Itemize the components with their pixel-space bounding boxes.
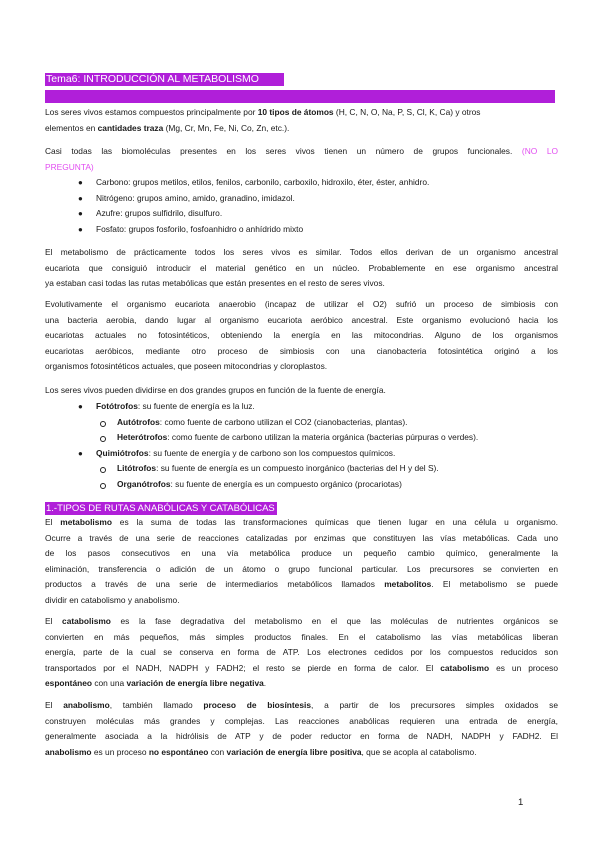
term-desc: : como fuente de carbono utilizan la materia orgánica (bacterias púrpuras o verdes). [167, 432, 479, 442]
bullet: ● [78, 402, 83, 411]
paragraph-line: El metabolismo de prácticamente todos los seres vivos es similar. Todos ellos derivan de un organismo ancestral [45, 247, 558, 257]
paragraph-text: , a partir de los precursores simples oxidados se [311, 700, 558, 710]
paragraph-text: . [263, 678, 267, 689]
paragraph-line: ya estaban casi todas las rutas metabólicas que están presentes en el resto de seres vivos. [45, 278, 385, 289]
list-item-fototrofos [96, 399, 255, 415]
metabolism-paragraph [45, 245, 558, 292]
term: Litótrofos [117, 463, 157, 473]
paragraph-line: dividir en catabolismo y anabolismo. [45, 594, 180, 605]
paragraph-line: energía, parte de la cual se conserva en forma de ATP. Los electrones cedidos por los compuestos reducidos son [45, 647, 558, 658]
bold-term: catabolismo [62, 616, 111, 626]
term-desc: : su fuente de energía es un compuesto inorgánico (bacterias del H y del S). [156, 463, 439, 473]
intro-text: (H, C, N, O, Na, P, S, Cl, K, Ca) y otros [333, 107, 481, 117]
note-text: PREGUNTA) [45, 161, 94, 172]
bold-term: metabolitos [384, 579, 432, 590]
term-desc: : su fuente de energía es un compuesto orgánico (procariotas) [170, 479, 402, 489]
bullet: ● [78, 209, 83, 218]
list-item: Fosfato: grupos fosforilo, fosfoanhidro o anhídrido mixto [96, 224, 304, 234]
intro-paragraph [45, 105, 558, 136]
paragraph-line: construyen moléculas más grandes y complejas. Las reacciones anabólicas requieren una entrada de energía, [45, 715, 558, 726]
functional-groups-paragraph [45, 144, 558, 175]
bullet: ● [78, 225, 83, 234]
anabolism-paragraph [45, 698, 558, 760]
bold-term: espontáneo [45, 678, 92, 689]
term: Fotótrofos [96, 401, 138, 411]
term-desc: : como fuente de carbono utilizan el CO2 (cianobacterias, plantas). [159, 417, 408, 427]
sub-bullet [100, 436, 106, 442]
paragraph-line: Evolutivamente el organismo eucariota anaerobio (incapaz de utilizar el O2) sufrió un proceso de simbiosis con [45, 299, 558, 309]
note-text: (NO LO [521, 146, 558, 156]
paragraph-text: con [208, 746, 227, 757]
paragraph-text: es un proceso [489, 662, 558, 673]
intro-text: Los seres vivos estamos compuestos principalmente por [45, 107, 258, 117]
bold-term: variación de energía libre positiva [226, 746, 362, 757]
bold-term: variación de energía libre negativa [126, 678, 264, 689]
title-underline-bar [45, 90, 555, 103]
paragraph-line: Los seres vivos pueden dividirse en dos grandes grupos en función de la fuente de energía. [45, 385, 386, 395]
list-item: Nitrógeno: grupos amino, amido, granadino, imidazol. [96, 193, 295, 203]
list-item: Carbono: grupos metilos, etilos, fenilos, carbonilo, carboxilo, hidroxilo, éter, éster, anhidro. [96, 177, 430, 187]
term: Heterótrofos [117, 432, 168, 442]
paragraph-text: El [45, 700, 64, 710]
bullet: ● [78, 449, 83, 458]
paragraph-line: eliminación, transferencia o adición de un átomo o grupo funcional particular. Los precursores se convierten en [45, 563, 558, 574]
catabolism-paragraph [45, 614, 558, 692]
paragraph-text: , que se acopla al catabolismo. [361, 746, 477, 757]
evolution-paragraph [45, 297, 558, 375]
paragraph-text: con una [92, 678, 127, 689]
paragraph-line: eucariotas aeróbicos, mediante otro proceso de simbiosis con una cianobacteria fotosintética originó a los [45, 345, 558, 356]
bullet: ● [78, 194, 83, 203]
page-title-text: Tema6: INTRODUCCIÓN AL METABOLISMO [46, 73, 259, 85]
list-item: Azufre: grupos sulfidrilo, disulfuro. [96, 208, 223, 218]
paragraph-text: productos a través de una serie de intermediarios metabólicos llamados [45, 579, 385, 590]
list-item-litotrofos [117, 461, 439, 477]
paragraph-text: transportados por el NADH, NADPH y FADH2; el resto se pierde en forma de calor. El [45, 662, 441, 673]
paragraph-text: es la fase degradativa del metabolismo en el que las moléculas de nutrientes orgánicos se [110, 616, 558, 626]
list-item-organotrofos [117, 477, 402, 493]
paragraph-line: eucariota que consiguió introducir el material genético en un núcleo. Probablemente en ese organismo ancestral [45, 262, 558, 273]
bold-term: no espontáneo [148, 746, 209, 757]
intro-text: (Mg, Cr, Mn, Fe, Ni, Co, Zn, etc.). [163, 122, 290, 133]
sub-bullet [100, 483, 106, 489]
bold-term: proceso de biosíntesis [203, 700, 311, 710]
page-number: 1 [518, 797, 524, 808]
list-item-autotrofos [117, 415, 407, 431]
page-title [45, 73, 284, 86]
sub-bullet [100, 467, 106, 473]
term: Organótrofos [117, 479, 171, 489]
sub-bullet [100, 421, 106, 427]
term: Autótrofos [117, 417, 160, 427]
energy-groups-intro [45, 383, 558, 399]
intro-text: elementos en [45, 122, 98, 133]
paragraph-line: organismos fotosintéticos actuales, que poseen mitocondrias y cloroplastos. [45, 361, 328, 372]
intro-bold: 10 tipos de átomos [257, 107, 334, 117]
paragraph-line: una bacteria aerobia, dando lugar al organismo eucariota aeróbico ancestral. Este organismo evolucionó hacia los [45, 314, 558, 325]
section-heading [45, 502, 277, 515]
paragraph-text: El [45, 616, 63, 626]
bold-term: anabolismo [45, 746, 92, 757]
list-item-quimiotrofos [96, 446, 395, 462]
section-heading-text: 1.-TIPOS DE RUTAS ANABÓLICAS Y CATABÓLICAS [46, 503, 275, 514]
term-desc: : su fuente de energía es la luz. [137, 401, 255, 411]
paragraph-text: El [45, 517, 61, 527]
paragraph-text: , también llamado [109, 700, 204, 710]
term-desc: : su fuente de energía y de carbono son los compuestos químicos. [148, 448, 396, 458]
bold-term: metabolismo [60, 517, 112, 527]
bold-term: catabolismo [440, 662, 490, 673]
metabolism-definition-paragraph [45, 515, 558, 609]
paragraph-text: Casi todas las biomoléculas presentes en los seres vivos tienen un número de grupos funcionales. [45, 146, 513, 156]
paragraph-text: . El metabolismo se puede [431, 579, 558, 590]
paragraph-line: generalmente asociada a la hidrólisis de ATP y de poder reductor en forma de NADH, NADPH y FADH2. El [45, 731, 558, 742]
paragraph-text: es un proceso [91, 746, 149, 757]
bullet: ● [78, 178, 83, 187]
intro-bold: cantidades traza [97, 122, 164, 133]
paragraph-line: eucariotas actuales no fotosintéticos, obteniendo la energía en las mitocondrias. Alguno de los organismos [45, 330, 558, 341]
paragraph-line: convierten en más pequeños, más simples productos finales. En el catabolismo las vías metabólicas liberan [45, 631, 558, 642]
term: Quimiótrofos [96, 448, 149, 458]
paragraph-text: es la suma de todas las transformaciones químicas que tienen lugar en una célula u organismo. [111, 517, 558, 527]
bold-term: anabolismo [63, 700, 110, 710]
paragraph-line: de los pasos consecutivos en una vía metabólica produce un pequeño cambio químico, generalmente la [45, 548, 558, 559]
paragraph-line: Ocurre a través de una serie de reacciones catalizadas por enzimas que constituyen las vías metabólicas. Cada uno [45, 532, 558, 543]
list-item-heterotrofos [117, 430, 478, 446]
